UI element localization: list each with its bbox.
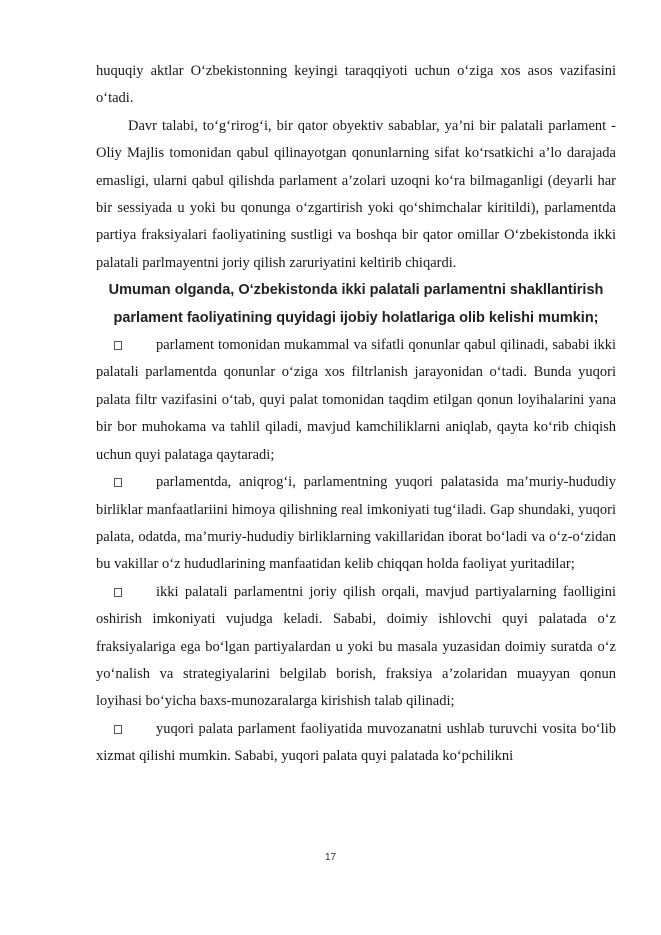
bullet-item [96, 579, 616, 716]
section-heading: Umuman olganda, O‘zbekistonda ikki palatali parlamentni shakllantirish parlament faoliyatining quyidagi ijobiy holatlariga olib kelishi mumkin; [108, 282, 604, 326]
bullet-item [96, 332, 616, 469]
paragraph-continuation: huquqiy aktlar O‘zbekistonning keyingi taraqqiyoti uchun o‘ziga xos asos vazifasini o‘tadi. [96, 63, 616, 107]
bullet-item [96, 469, 616, 579]
bullet-text: parlament tomonidan mukammal va sifatli qonunlar qabul qilinadi, sababi ikki palatali parlamentda qonunlar o‘ziga xos filtrlanish jarayonidan o‘tadi. Bunda yuqori palata filtr vazifasini o‘tab, quyi palat tomonidan taqdim etilgan qonun loyihalarini yana bir bor muhokama va tahlil qiladi, mavjud kamchiliklarni aniqlab, qayta ko‘rib chiqish uchun quyi palataga qaytaradi; [96, 337, 616, 463]
bullet-text: yuqori palata parlament faoliyatida muvozanatni ushlab turuvchi vosita bo‘lib xizmat qilishi mumkin. Sababi, yuqori palata quyi palatada ko‘pchilikni [96, 720, 616, 765]
bullet-text: ikki palatali parlamentni joriy qilish orqali, mavjud partiyalarning faolligini oshirish imkoniyati vujudga keladi. Sababi, doimiy ishlovchi quyi palatada o‘z fraksiyalariga ega bo‘lgan partiyalardan u yoki bu masala yuzasidan doimiy suratda o‘z yo‘nalish va strategiyalarini belgilab borish, fraksiya a’zolaridan muayyan qonun loyihasi bo‘yicha baxs-munozaralarga kirishish talab qilinadi; [96, 583, 616, 710]
bullet-item [96, 716, 616, 771]
square-bullet-icon [114, 588, 122, 597]
square-bullet-icon [114, 341, 122, 350]
paragraph-reasons: Davr talabi, to‘g‘rirog‘i, bir qator obyektiv sabablar, ya’ni bir palatali parlament - Oliy Majlis tomonidan qabul qilinayotgan qonunlarning sifat ko‘rsatkichi a’lo darajada emasligi, ularni qabul qilishda parlament a’zolari uzoqni ko‘ra bilmaganligi (deyarli har bir sessiyada u yoki bu qonunga o‘zgartirish yoki qo‘shimchalar kiritildi), parlamentda partiya fraksiyalari faoliyatining sustligi va boshqa bir qator omillar O‘zbekistonda ikki palatali parlmayentni joriy qilish zaruriyatini keltirib chiqardi. [96, 117, 616, 271]
document-page [96, 58, 616, 771]
square-bullet-icon [114, 478, 122, 487]
page-number: 17 [324, 852, 337, 863]
square-bullet-icon [114, 725, 122, 734]
bullet-text: parlamentda, aniqrog‘i, parlamentning yuqori palatasida ma’muriy-hududiy birliklar manfaatlariini himoya qilishning real imkoniyati tug‘iladi. Gap shundaki, yuqori palata, odatda, ma’muriy-hududiy birliklarning vakillaridan iborat bo‘ladi va o‘z-o‘zidan bu vakillar o‘z hududlarining manfaatidan kelib chiqqan holda faoliyat yuritadilar; [96, 474, 616, 573]
